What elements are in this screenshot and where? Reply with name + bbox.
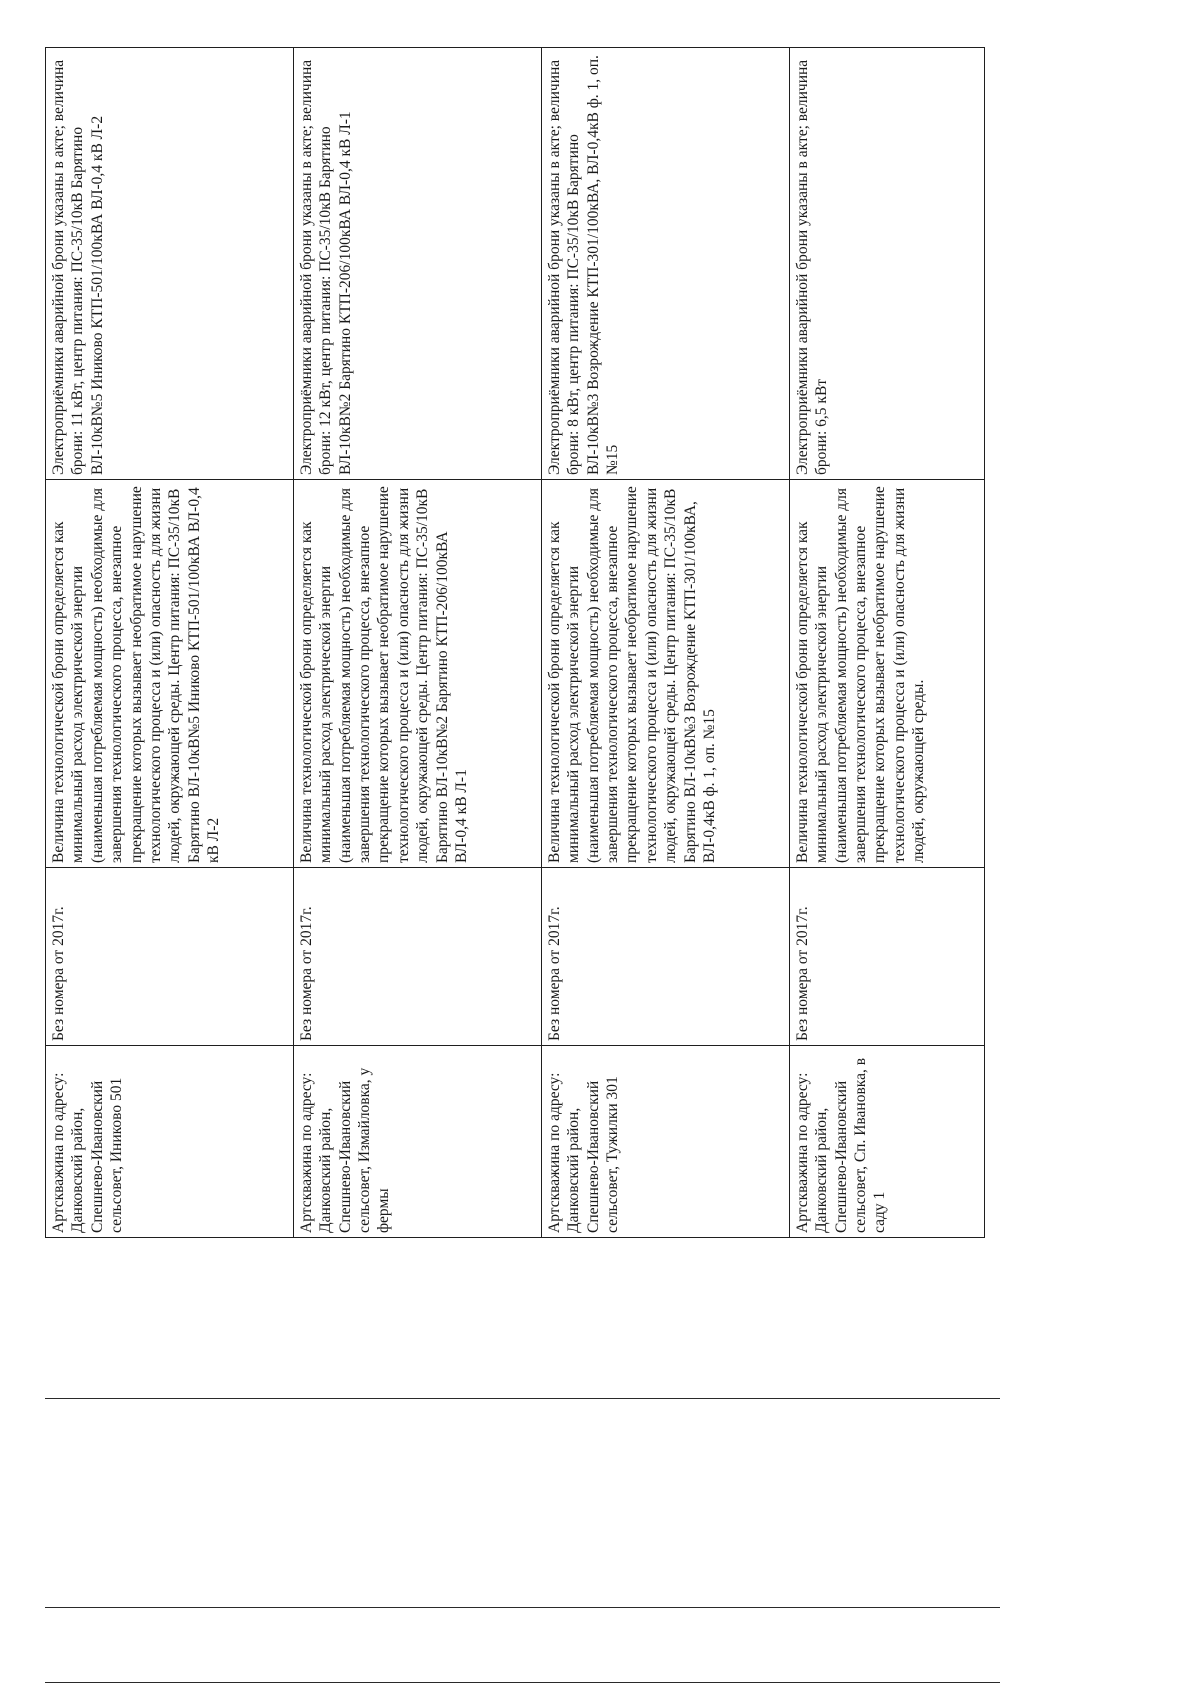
- tech-reserve-text: Величина технологической брони определяется как минимальный расход электрической энергии (наименьшая потребляемая мощность) необходимые для завершения технологического процесса, внезапное прекращение которых вызывает необратимое нарушение технологического процесса и (или) опасность для жизни людей, окружающей среды. Центр питания: ПС-35/10кВ Барятино ВЛ-10кВ№2 Барятино КТП-206/100кВА ВЛ-0,4 кВ Л-1: [297, 486, 470, 863]
- tech-reserve-cell: [46, 480, 294, 868]
- object-address: Артскважина по адресу: Данковский район, Спешнево-Ивановский сельсовет, Сп. Ивановка, в саду 1: [793, 1057, 889, 1233]
- document-cell: [541, 868, 789, 1046]
- tech-reserve-cell: [541, 480, 789, 868]
- object-address: Артскважина по адресу: Данковский район, Спешнево-Ивановский сельсовет, Измайловка, у фермы: [297, 1067, 393, 1233]
- divider-line: [45, 1398, 1000, 1399]
- table-row: [293, 48, 541, 1238]
- object-cell: [46, 1046, 294, 1238]
- tech-reserve-text: Величина технологической брони определяется как минимальный расход электрической энергии (наименьшая потребляемая мощность) необходимые для завершения технологического процесса, внезапное прекращение которых вызывает необратимое нарушение технологического процесса и (или) опасность для жизни людей, окружающей среды. Центр питания: ПС-35/10кВ Барятино ВЛ-10кВ№5 Иниково КТП-501/100кВА ВЛ-0,4 кВ Л-2: [50, 486, 222, 863]
- tech-reserve-text: Величина технологической брони определяется как минимальный расход электрической энергии (наименьшая потребляемая мощность) необходимые для завершения технологического процесса, внезапное прекращение которых вызывает необратимое нарушение технологического процесса и (или) опасность для жизни людей, окружающей среды. Центр питания: ПС-35/10кВ Барятино ВЛ-10кВ№3 Возрождение КТП-301/100кВА, ВЛ-0,4кВ ф. 1, оп. №15: [545, 486, 718, 863]
- object-address: Артскважина по адресу: Данковский район, Спешнево-Ивановский сельсовет, Иниково 501: [50, 1072, 126, 1233]
- emergency-reserve-cell: [293, 48, 541, 480]
- tech-reserve-cell: [293, 480, 541, 868]
- act-reference: Без номера от 2017г.: [50, 906, 67, 1041]
- emergency-reserve-text: Электроприёмники аварийной брони указаны в акте; величина брони: 6,5 кВт: [793, 59, 831, 475]
- object-cell: [293, 1046, 541, 1238]
- reserve-table: [45, 47, 985, 1238]
- emergency-reserve-text: Электроприёмники аварийной брони указаны в акте; величина брони: 11 кВт, центр питания: ПС-35/10кВ Барятино ВЛ-10кВ№5 Иниково КТП-501/100кВА ВЛ-0,4 кВ Л-2: [50, 59, 106, 475]
- document-cell: [293, 868, 541, 1046]
- object-cell: [541, 1046, 789, 1238]
- object-cell: [789, 1046, 984, 1238]
- emergency-reserve-cell: [46, 48, 294, 480]
- emergency-reserve-text: Электроприёмники аварийной брони указаны в акте; величина брони: 12 кВт, центр питания: ПС-35/10кВ Барятино ВЛ-10кВ№2 Барятино КТП-206/100кВА ВЛ-0,4 кВ Л-1: [297, 59, 354, 475]
- emergency-reserve-text: Электроприёмники аварийной брони указаны в акте; величина брони: 8 кВт, центр питания: ПС-35/10кВ Барятино ВЛ-10кВ№3 Возрождение КТП-301/100кВА, ВЛ-0,4кВ ф. 1, оп. №15: [545, 55, 622, 475]
- act-reference: Без номера от 2017г.: [545, 906, 563, 1041]
- divider-line: [45, 1607, 1000, 1608]
- table-row: [541, 48, 789, 1238]
- act-reference: Без номера от 2017г.: [793, 906, 811, 1041]
- divider-line: [45, 1682, 1000, 1683]
- emergency-reserve-cell: [789, 48, 984, 480]
- document-cell: [46, 868, 294, 1046]
- object-address: Артскважина по адресу: Данковский район, Спешнево-Ивановский сельсовет, Тужилки 301: [545, 1072, 622, 1233]
- tech-reserve-cell: [789, 480, 984, 868]
- tech-reserve-text: Величина технологической брони определяется как минимальный расход электрической энергии (наименьшая потребляемая мощность) необходимые для завершения технологического процесса, внезапное прекращение которых вызывает необратимое нарушение технологического процесса и (или) опасность для жизни людей, окружающей среды.: [793, 486, 928, 863]
- document-cell: [789, 868, 984, 1046]
- table-row: [46, 48, 294, 1238]
- table-row: [789, 48, 984, 1238]
- rotated-table-container: [45, 48, 985, 1238]
- emergency-reserve-cell: [541, 48, 789, 480]
- act-reference: Без номера от 2017г.: [297, 906, 315, 1041]
